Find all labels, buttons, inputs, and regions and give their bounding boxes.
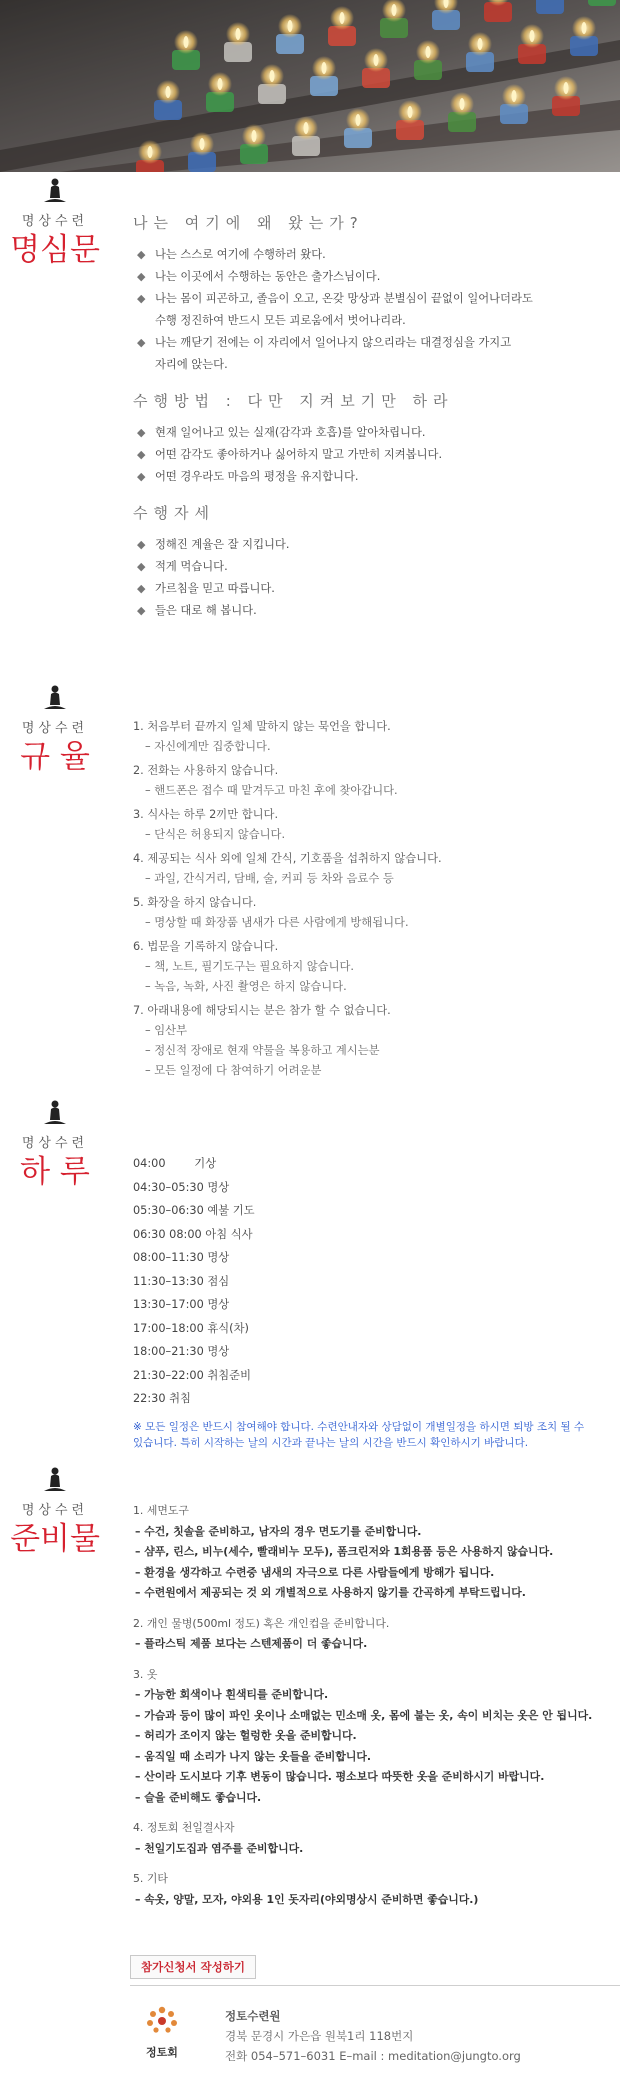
- list-item: ◆ 어떤 경우라도 마음의 평정을 유지합니다.: [133, 466, 603, 488]
- prep-item: – 수건, 칫솔을 준비하고, 남자의 경우 면도기를 준비합니다.: [135, 1524, 422, 1538]
- section-title: 규 율: [20, 739, 90, 775]
- schedule-item: 17:00–18:00 휴식(차): [133, 1321, 249, 1335]
- prep-item: – 허리가 조이지 않는 헐렁한 옷을 준비합니다.: [135, 1729, 357, 1742]
- rule-item: – 과일, 간식거리, 담배, 술, 커피 등 차와 음료수 등: [145, 872, 394, 885]
- rule-title: 5. 화장을 하지 않습니다.: [133, 896, 257, 909]
- footer-info: [225, 2006, 521, 2066]
- rule-title: 4. 제공되는 식사 외에 일체 간식, 기호품을 섭취하지 않습니다.: [133, 852, 442, 865]
- schedule-item: 11:30–13:30 점심: [133, 1274, 230, 1288]
- rule-title: 3. 식사는 하루 2끼만 합니다.: [133, 808, 279, 821]
- divider: [130, 1985, 620, 1986]
- mind-heading-3: 수행자세: [133, 504, 215, 522]
- list-item: ◆ 적게 먹습니다.: [133, 556, 603, 578]
- buddha-icon: [40, 683, 70, 713]
- footer-logo: [132, 2004, 192, 2060]
- section-subtitle: 명상수련: [21, 214, 89, 229]
- prep-item: – 가슴과 등이 많이 파인 옷이나 소매없는 민소매 옷, 몸에 붙는 옷, 속이 비치는 옷은 안 됩니다.: [135, 1708, 593, 1722]
- prep-title: 5. 기타: [133, 1872, 168, 1885]
- schedule-item: 08:00–11:30 명상: [133, 1251, 230, 1264]
- buddha-icon: [40, 176, 70, 206]
- rule-title: 2. 전화는 사용하지 않습니다.: [133, 764, 279, 777]
- buddha-icon: [40, 1098, 70, 1128]
- prep-title: 3. 옷: [133, 1667, 158, 1681]
- section-subtitle: 명상수련: [21, 721, 89, 736]
- list-item: ◆ 나는 깨닫기 전에는 이 자리에서 일어나지 않으리라는 대결정심을 가지고: [133, 332, 603, 354]
- prep-item: – 환경을 생각하고 수련중 냄새의 자극으로 다른 사람들에게 방해가 됩니다.: [135, 1565, 495, 1579]
- rule-item: – 핸드폰은 접수 때 맡겨두고 마친 후에 찾아갑니다.: [145, 784, 398, 797]
- schedule-item: 04:00 기상: [133, 1157, 217, 1170]
- list-item: ◆ 어떤 감각도 좋아하거나 싫어하지 말고 가만히 지켜봅니다.: [133, 444, 603, 466]
- list-item: ◆ 현재 일어나고 있는 실재(감각과 호흡)를 알아차립니다.: [133, 422, 603, 444]
- footer: [0, 2000, 620, 2090]
- apply-form-button[interactable]: 참가신청서 작성하기: [130, 1955, 256, 1979]
- rule-item: – 자신에게만 집중합니다.: [145, 740, 271, 753]
- list-item: ◆ 나는 몸이 피곤하고, 졸음이 오고, 온갖 망상과 분별심이 끝없이 일어나더라도: [133, 288, 603, 310]
- rule-title: 1. 처음부터 끝까지 일체 말하지 않는 묵언을 합니다.: [133, 720, 391, 733]
- footer-address: 경북 문경시 가은읍 원북1리 118번지: [225, 2029, 414, 2043]
- schedule-item: 18:00–21:30 명상: [133, 1345, 230, 1358]
- prep-item: – 천일기도집과 염주를 준비합니다.: [135, 1841, 304, 1855]
- day-schedule: [133, 1152, 603, 1451]
- prep-list: [133, 1501, 620, 1910]
- section-header-day: [0, 1098, 110, 1191]
- rule-item: – 녹음, 녹화, 사진 촬영은 하지 않습니다.: [145, 980, 347, 993]
- rule-item: – 정신적 장애로 현재 약물을 복용하고 계시는분: [145, 1044, 380, 1057]
- list-item: ◆ 들은 대로 해 봅니다.: [133, 600, 603, 622]
- rule-item: – 책, 노트, 필기도구는 필요하지 않습니다.: [145, 960, 354, 973]
- list-item: ◆ 나는 스스로 여기에 수행하러 왔다.: [133, 244, 603, 266]
- list-item: ◆ 정해진 계율은 잘 지킵니다.: [133, 534, 603, 556]
- schedule-item: 21:30–22:00 취침준비: [133, 1368, 252, 1382]
- jungto-logo-icon: [142, 2004, 182, 2038]
- list-item-continued: 수행 정진하여 반드시 모든 괴로움에서 벗어나리라.: [155, 314, 406, 327]
- prep-item: – 가능한 회색이나 흰색티를 준비합니다.: [135, 1688, 329, 1701]
- mind-heading-2: 수행방법 : 다만 지켜보기만 하라: [133, 392, 454, 410]
- section-subtitle: 명상수련: [21, 1503, 89, 1518]
- section-subtitle: 명상수련: [21, 1136, 89, 1151]
- prep-item: – 속옷, 양말, 모자, 야외용 1인 돗자리(야외명상시 준비하면 좋습니다.): [135, 1892, 479, 1906]
- schedule-item: 13:30–17:00 명상: [133, 1298, 230, 1311]
- list-item: ◆ 나는 이곳에서 수행하는 동안은 출가스님이다.: [133, 266, 603, 288]
- schedule-item: 06:30 08:00 아침 식사: [133, 1227, 253, 1241]
- schedule-notice: ※ 모든 일정은 반드시 참여해야 합니다. 수련안내자와 상담없이 개별일정을 하시면 퇴방 조치 될 수: [133, 1420, 585, 1433]
- prep-item: – 샴푸, 린스, 비누(세수, 빨래비누 모두), 폼크린저와 1회용품 등은 사용하지 않습니다.: [135, 1545, 554, 1558]
- prep-item: – 움직일 때 소리가 나지 않는 옷들을 준비합니다.: [135, 1749, 372, 1763]
- list-item-continued: 자리에 앉는다.: [155, 358, 228, 371]
- rule-item: – 모든 일정에 다 참여하기 어려운분: [145, 1064, 322, 1077]
- mind-content: [133, 212, 603, 622]
- rule-title: 6. 법문을 기록하지 않습니다.: [133, 940, 279, 953]
- prep-title: 1. 세면도구: [133, 1504, 189, 1517]
- prep-title: 4. 정토회 천일결사자: [133, 1821, 235, 1834]
- prep-item: – 플라스틱 제품 보다는 스텐제품이 더 좋습니다.: [135, 1637, 368, 1650]
- prep-title: 2. 개인 물병(500ml 정도) 혹은 개인컵을 준비합니다.: [133, 1616, 390, 1630]
- footer-logo-text: 정토회: [146, 2046, 178, 2059]
- schedule-item: 22:30 취침: [133, 1392, 191, 1405]
- buddha-icon: [40, 1465, 70, 1495]
- rules-list: [133, 717, 603, 1081]
- section-title: 준비물: [10, 1521, 100, 1557]
- mind-heading-1: 나는 여기에 왜 왔는가?: [133, 214, 364, 232]
- rule-item: – 단식은 허용되지 않습니다.: [145, 828, 286, 841]
- section-header-prep: [0, 1465, 110, 1558]
- schedule-item: 05:30–06:30 예불 기도: [133, 1204, 255, 1217]
- prep-item: – 산이라 도시보다 기후 변동이 많습니다. 평소보다 따뜻한 옷을 준비하시기 바랍니다.: [135, 1770, 545, 1783]
- section-title: 하 루: [20, 1154, 90, 1190]
- schedule-item: 04:30–05:30 명상: [133, 1180, 230, 1194]
- candle-banner-image: [0, 0, 620, 172]
- footer-contact: 전화 054–571–6031 E–mail : meditation@jungto.org: [225, 2049, 521, 2063]
- section-title: 명심문: [10, 232, 100, 268]
- rule-item: – 명상할 때 화장품 냄새가 다른 사람에게 방해됩니다.: [145, 916, 409, 929]
- prep-item: – 슬을 준비해도 좋습니다.: [135, 1790, 262, 1804]
- prep-item: – 수련원에서 제공되는 것 외 개별적으로 사용하지 않기를 간곡하게 부탁드립니다.: [135, 1586, 526, 1599]
- list-item: ◆ 가르침을 믿고 따릅니다.: [133, 578, 603, 600]
- footer-org: 정토수련원: [225, 2009, 281, 2023]
- rule-title: 7. 아래내용에 해당되시는 분은 참가 할 수 없습니다.: [133, 1004, 391, 1017]
- section-header-rules: [0, 683, 110, 776]
- section-header-mind: [0, 176, 110, 269]
- rule-item: – 임산부: [145, 1024, 187, 1037]
- schedule-notice: 있습니다. 특히 시작하는 날의 시간과 끝나는 날의 시간을 반드시 확인하시기 바랍니다.: [133, 1436, 529, 1449]
